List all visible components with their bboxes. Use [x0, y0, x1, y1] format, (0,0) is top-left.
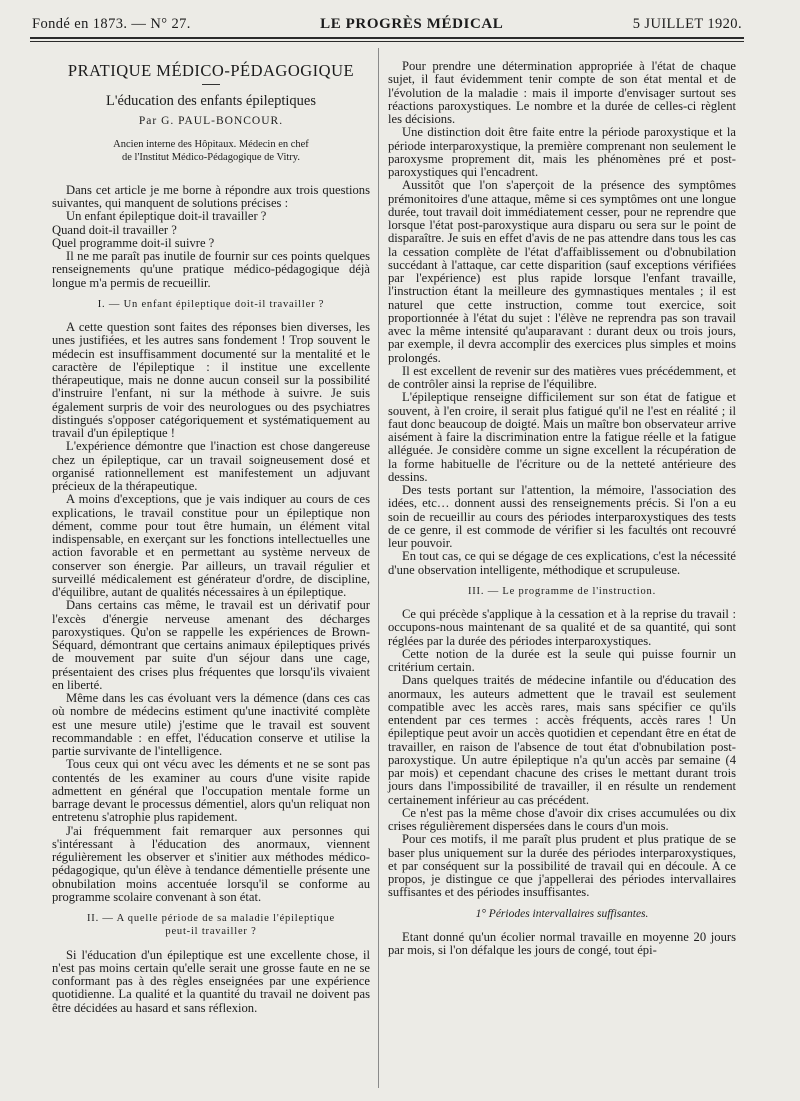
paragraph: Aussitôt que l'on s'aperçoit de la présence des symptômes prémonitoires d'une attaque, même si ces symptômes ont une longue durée, tout travail doit immédiatement cesser, pour ne reprendre que lorsque l'état post-paroxystique aura disparu ou sera sur le point de disparaître. Je suis en effet d'avis de ne pas attendre dans tous les cas la cessation complète de l'état d'affaiblissement ou d'obnubilation succédant à l'attaque, car cette disparition (sauf exceptions vérifiées par l'expérience) est plus rapide lorsque l'enfant travaille, l'instruction étant la meilleure des gymnastiques mentales ; il est naturel que cette instruction, comme tout exercice, soit proportionnée à l'état du sujet : l'élève ne reprendra pas son travail avec la même intensité qu'auparavant : durant deux ou trois jours, par exemple, il devra accomplir des exercices plus simples et moins prolongés.: [388, 178, 736, 365]
paragraph: Etant donné qu'un écolier normal travaille en moyenne 20 jours par mois, si l'on défalque les jours de congé, tout épi-: [388, 929, 736, 957]
section-heading: [52, 912, 370, 939]
paragraph: Pour ces motifs, il me paraît plus prudent et plus pratique de se baser plus uniquement sur la durée des périodes interparoxystiques, et par conséquent sur la possibilité de travail qui en découle. A ce propos, je distingue ce que j'appellerai des périodes intervallaires suffisantes et des périodes insuffisantes.: [388, 832, 736, 900]
section-heading-line: II. — A quelle période de sa maladie l'épileptique: [86, 913, 336, 924]
header-rule: [30, 37, 744, 39]
title-separator: [202, 84, 220, 85]
paragraph: Ce n'est pas la même chose d'avoir dix crises accumulées ou dix crises régulièrement dispersées dans le cours d'un mois.: [388, 805, 736, 833]
affiliation-line: de l'Institut Médico-Pédagogique de Vitry.: [122, 151, 300, 163]
paragraph: Dans certains cas même, le travail est un dérivatif pour l'excès d'énergie nerveuse amenant des décharges paroxystiques. Qu'on se rappelle les expériences de Brown-Séquard, démontrant que certains animaux épileptiques privés de mouvement par suite d'un séjour dans une cage, présentaient des crises plus fréquentes que lorsqu'ils vivaient en liberté.: [52, 598, 370, 692]
header-date: 5 JUILLET 1920.: [632, 16, 742, 32]
paragraph: Dans cet article je me borne à répondre aux trois questions suivantes, qui manquent de solutions précises :: [52, 182, 370, 210]
section-heading-line: peut-il travailler ?: [165, 926, 257, 938]
section-heading: III. — Le programme de l'instruction.: [467, 585, 657, 597]
paragraph: A moins d'exceptions, que je vais indiquer au cours de ces explications, le travail constitue pour un épileptique non dément, comme pour tout être humain, un élément vital indispensable, en exerçant sur les fonctions intellectuelles une action favorable et en permettant au système nerveux de conserver son énergie. Par ailleurs, un travail régulier et surveillé médicalement est générateur d'ordre, de discipline, d'équilibre, autant de qualités nécessaires à un épileptique.: [52, 492, 370, 599]
paragraph: Un enfant épileptique doit-il travailler ?: [66, 209, 267, 224]
running-header: [32, 16, 742, 38]
section-heading: I. — Un enfant épileptique doit-il travailler ?: [97, 298, 325, 310]
header-founded-issue: Fondé en 1873. — N° 27.: [32, 16, 191, 32]
paragraph: Des tests portant sur l'attention, la mémoire, l'association des idées, etc… donnent aussi des renseignements précis. Si l'on a eu soin de recueillir au cours des périodes interparoxystiques des tests de ce genre, il est commode de vérifier si les facultés ont recouvré leur pouvoir.: [388, 483, 736, 550]
paragraph: Cette notion de la durée est la seule qui puisse fournir un critérium certain.: [388, 646, 736, 674]
paragraph: L'expérience démontre que l'inaction est chose dangereuse chez un épileptique, car un travail soigneusement dosé et organisé rationnellement est manifestement un adjuvant précieux de la thérapeutique.: [52, 439, 370, 493]
subsection-heading: 1° Périodes intervallaires suffisantes.: [475, 907, 649, 920]
column-divider: [378, 48, 379, 1088]
article-title: L'éducation des enfants épileptiques: [106, 93, 316, 110]
right-column: [388, 60, 736, 957]
author-affiliation: [52, 138, 370, 164]
paragraph: L'épileptique renseigne difficilement sur son état de fatigue et souvent, à l'en croire, il serait plus fatigué qu'il ne l'est en réalité ; il faut donc beaucoup de doigté. Mais un maître bon observateur arrive aisément à faire la discrimination entre la fatigue réelle et la fatigue alléguée. Je considère comme un signe excellent la récupération de la forme habituelle de l'écriture ou de la netteté antérieure des dessins.: [388, 390, 736, 484]
paragraph: Une distinction doit être faite entre la période paroxystique et la période interparoxystique, la première comprenant non seulement le paroxysme proprement dit, mais les phénomènes pré et post-paroxystiques qui l'encadrent.: [388, 125, 736, 179]
article-author: Par G. PAUL-BONCOUR.: [138, 114, 284, 127]
paragraph: Tous ceux qui ont vécu avec les déments et ne se sont pas contentés de les examiner au cours d'une visite rapide admettent en général que l'occupation mentale forme un barrage devant le processus démentiel, alors qu'un reliquat non entretenu s'atrophie plus rapidement.: [52, 757, 370, 825]
paragraph: Quel programme doit-il suivre ?: [52, 235, 215, 250]
header-rule-thin: [30, 41, 744, 42]
paragraph: Il ne me paraît pas inutile de fournir sur ces points quelques renseignements qu'une pratique médico-pédagogique déjà longue m'a permis de recueillir.: [52, 249, 370, 290]
affiliation-line: Ancien interne des Hôpitaux. Médecin en chef: [113, 138, 309, 150]
journal-title: LE PROGRÈS MÉDICAL: [320, 16, 504, 32]
paragraph: Il est excellent de revenir sur des matières vues précédemment, et de contrôler ainsi la reprise de l'équilibre.: [388, 363, 736, 391]
paragraph: A cette question sont faites des réponses bien diverses, les unes justifiées, et les autres sans fondement ! Trop souvent le médecin est insuffisamment documenté sur la mentalité et le caractère de l'épileptique : il institue une excellente thérapeutique, mais ne donne aucun conseil sur la possibilité d'instruire l'enfant, ni sur la méthode à suivre. Je suis également surpris de voir des neurologues ou des psychiatres distingués s'opposer catégoriquement et systématiquement au travail d'un épileptique !: [52, 320, 370, 440]
left-column: [52, 58, 370, 1015]
paragraph: En tout cas, ce qui se dégage de ces explications, c'est la nécessité d'une observation intelligente, méthodique et scrupuleuse.: [388, 549, 736, 577]
paragraph: Même dans les cas évoluant vers la démence (dans ces cas où nombre de médecins estiment qu'une inactivité complète est une mesure utile) j'estime que le travail est souvent recommandable : en effet, l'éducation conserve et utilise la partie survivante de l'intelligence.: [52, 691, 370, 758]
rubric-title: PRATIQUE MÉDICO-PÉDAGOGIQUE: [67, 61, 355, 80]
paragraph: Pour prendre une détermination appropriée à l'état de chaque sujet, il faut évidemment tenir compte de son état mental et de l'évolution de la maladie : mais il importe d'envisager surtout ses réactions paroxystiques. Le nombre et la durée de celles-ci règlent les décisions.: [388, 59, 736, 126]
paragraph: Si l'éducation d'un épileptique est une excellente chose, il n'est pas moins certain qu'elle serait une grosse faute en ne se conformant pas à des règles enseignées par une expérience quotidienne. La qualité et la quantité du travail ne doivent pas être décidées au hasard et sans réflexion.: [52, 947, 370, 1015]
paragraph: Ce qui précède s'applique à la cessation et à la reprise du travail : occupons-nous maintenant de sa qualité et de sa quantité, qui sont réglées par la durée des périodes interparoxystiques.: [388, 607, 736, 648]
paragraph: Dans quelques traités de médecine infantile ou d'éducation des anormaux, les auteurs admettent que le travail est seulement compatible avec les accès rares, mais sans spécifier ce qu'ils entendent par ces termes : accès fréquents, accès rares ! Un épileptique peut avoir un accès quotidien et cependant être en état de travailler, en raison de l'absence de tout état d'obnubilation post-paroxystique. Un autre épileptique n'a qu'un accès par semaine (4 par mois) et cependant chacune des crises le mettant durant trois jours dans l'impossibilité de travailler, il en résulte un rendement certainement inférieur au cas précédent.: [388, 673, 736, 807]
paragraph: J'ai fréquemment fait remarquer aux personnes qui s'intéressant à l'éducation des anormaux, viennent régulièrement les observer et s'initier aux méthodes médico-pédagogique, qu'un élève à tendance démentielle présente une obnubilation moins accentuée lorsqu'il se conforme au programme scolaire convenant à son état.: [52, 823, 370, 904]
paragraph: Quand doit-il travailler ?: [52, 222, 177, 237]
